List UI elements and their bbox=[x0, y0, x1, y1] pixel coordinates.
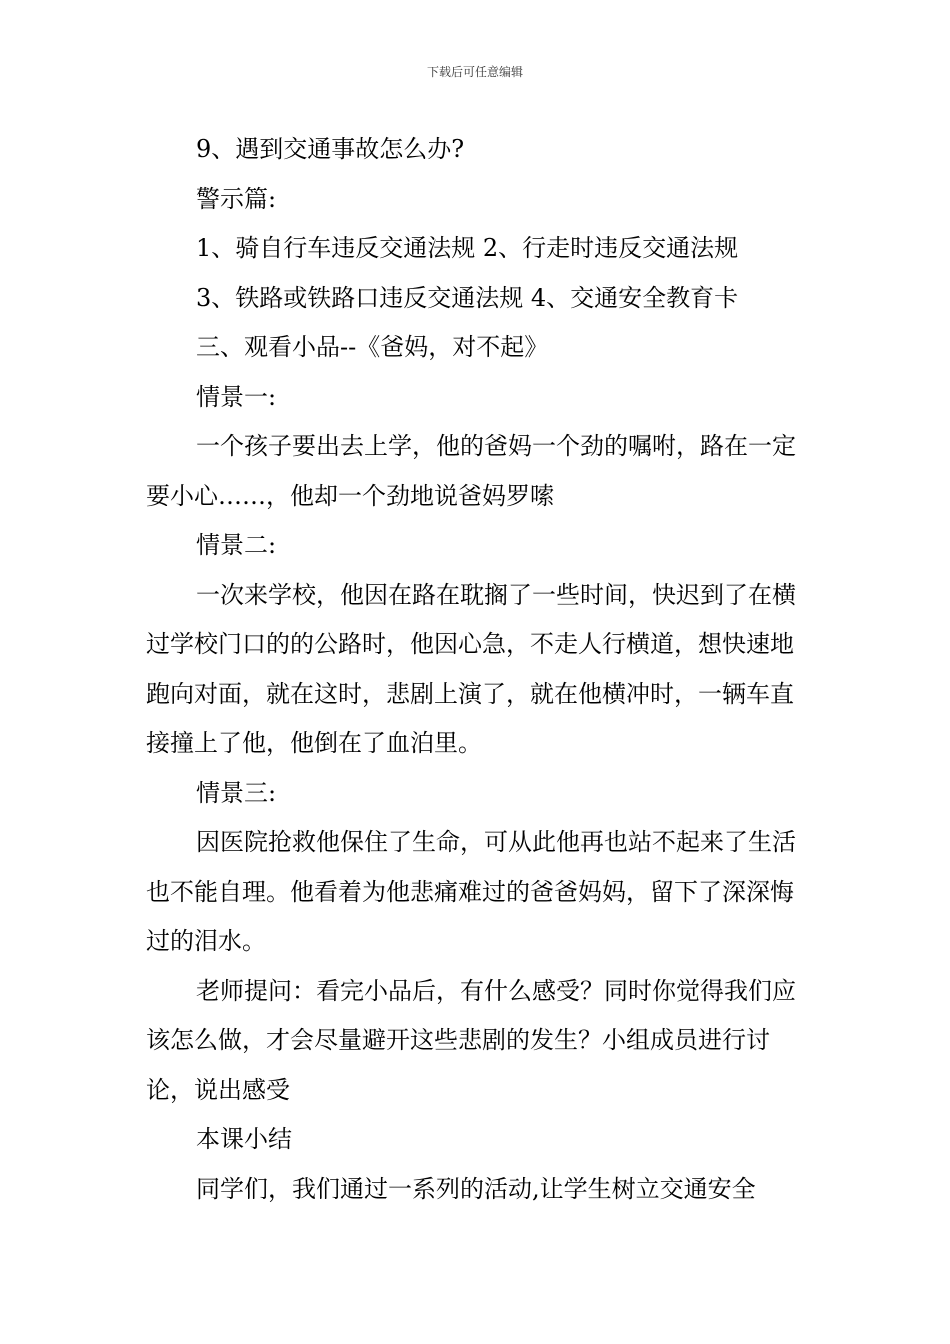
scene-heading-1: 情景一: bbox=[196, 382, 277, 411]
page-header-note: 下载后可任意编辑 bbox=[426, 65, 523, 79]
scene-heading-3: 情景三: bbox=[196, 778, 277, 807]
summary-text: 同学们，我们通过一系列的活动,让学生树立交通安全 bbox=[196, 1174, 756, 1203]
section-heading-summary: 本课小结 bbox=[196, 1125, 292, 1153]
scene-text-3: 因医院抢救他保住了生命，可从此他再也站不起来了生活也不能自理。他看着为他悲痛难过的爸爸妈妈，留下了深深悔过的泪水。 bbox=[146, 828, 796, 955]
section-heading-skit: 三、观看小品--《爸妈，对不起》 bbox=[196, 333, 549, 361]
teacher-question: 老师提问：看完小品后，有什么感受？同时你觉得我们应该怎么做，才会尽量避开这些悲剧的发生？小组成员进行讨论，说出感受 bbox=[146, 976, 796, 1104]
document-body bbox=[146, 125, 810, 1214]
question-item-9: 9、遇到交通事故怎么办? bbox=[196, 135, 465, 163]
scene-heading-2: 情景二: bbox=[196, 531, 277, 559]
warning-items-3-4: 3、铁路或铁路口违反交通法规 4、交通安全教育卡 bbox=[196, 283, 739, 312]
scene-text-1: 一个孩子要出去上学，他的爸妈一个劲的嘱咐，路在一定要小心……，他却一个劲地说爸妈罗嗦 bbox=[146, 432, 796, 510]
section-heading-warning: 警示篇: bbox=[196, 184, 277, 213]
scene-text-2: 一次来学校，他因在路在耽搁了一些时间，快迟到了在横过学校门口的的公路时，他因心急，不走人行横道，想快速地跑向对面，就在这时，悲剧上演了，就在他横冲时，一辆车直接撞上了他，他倒在了血泊里。 bbox=[146, 580, 796, 757]
warning-items-1-2: 1、骑自行车违反交通法规 2、行走时违反交通法规 bbox=[196, 234, 739, 262]
